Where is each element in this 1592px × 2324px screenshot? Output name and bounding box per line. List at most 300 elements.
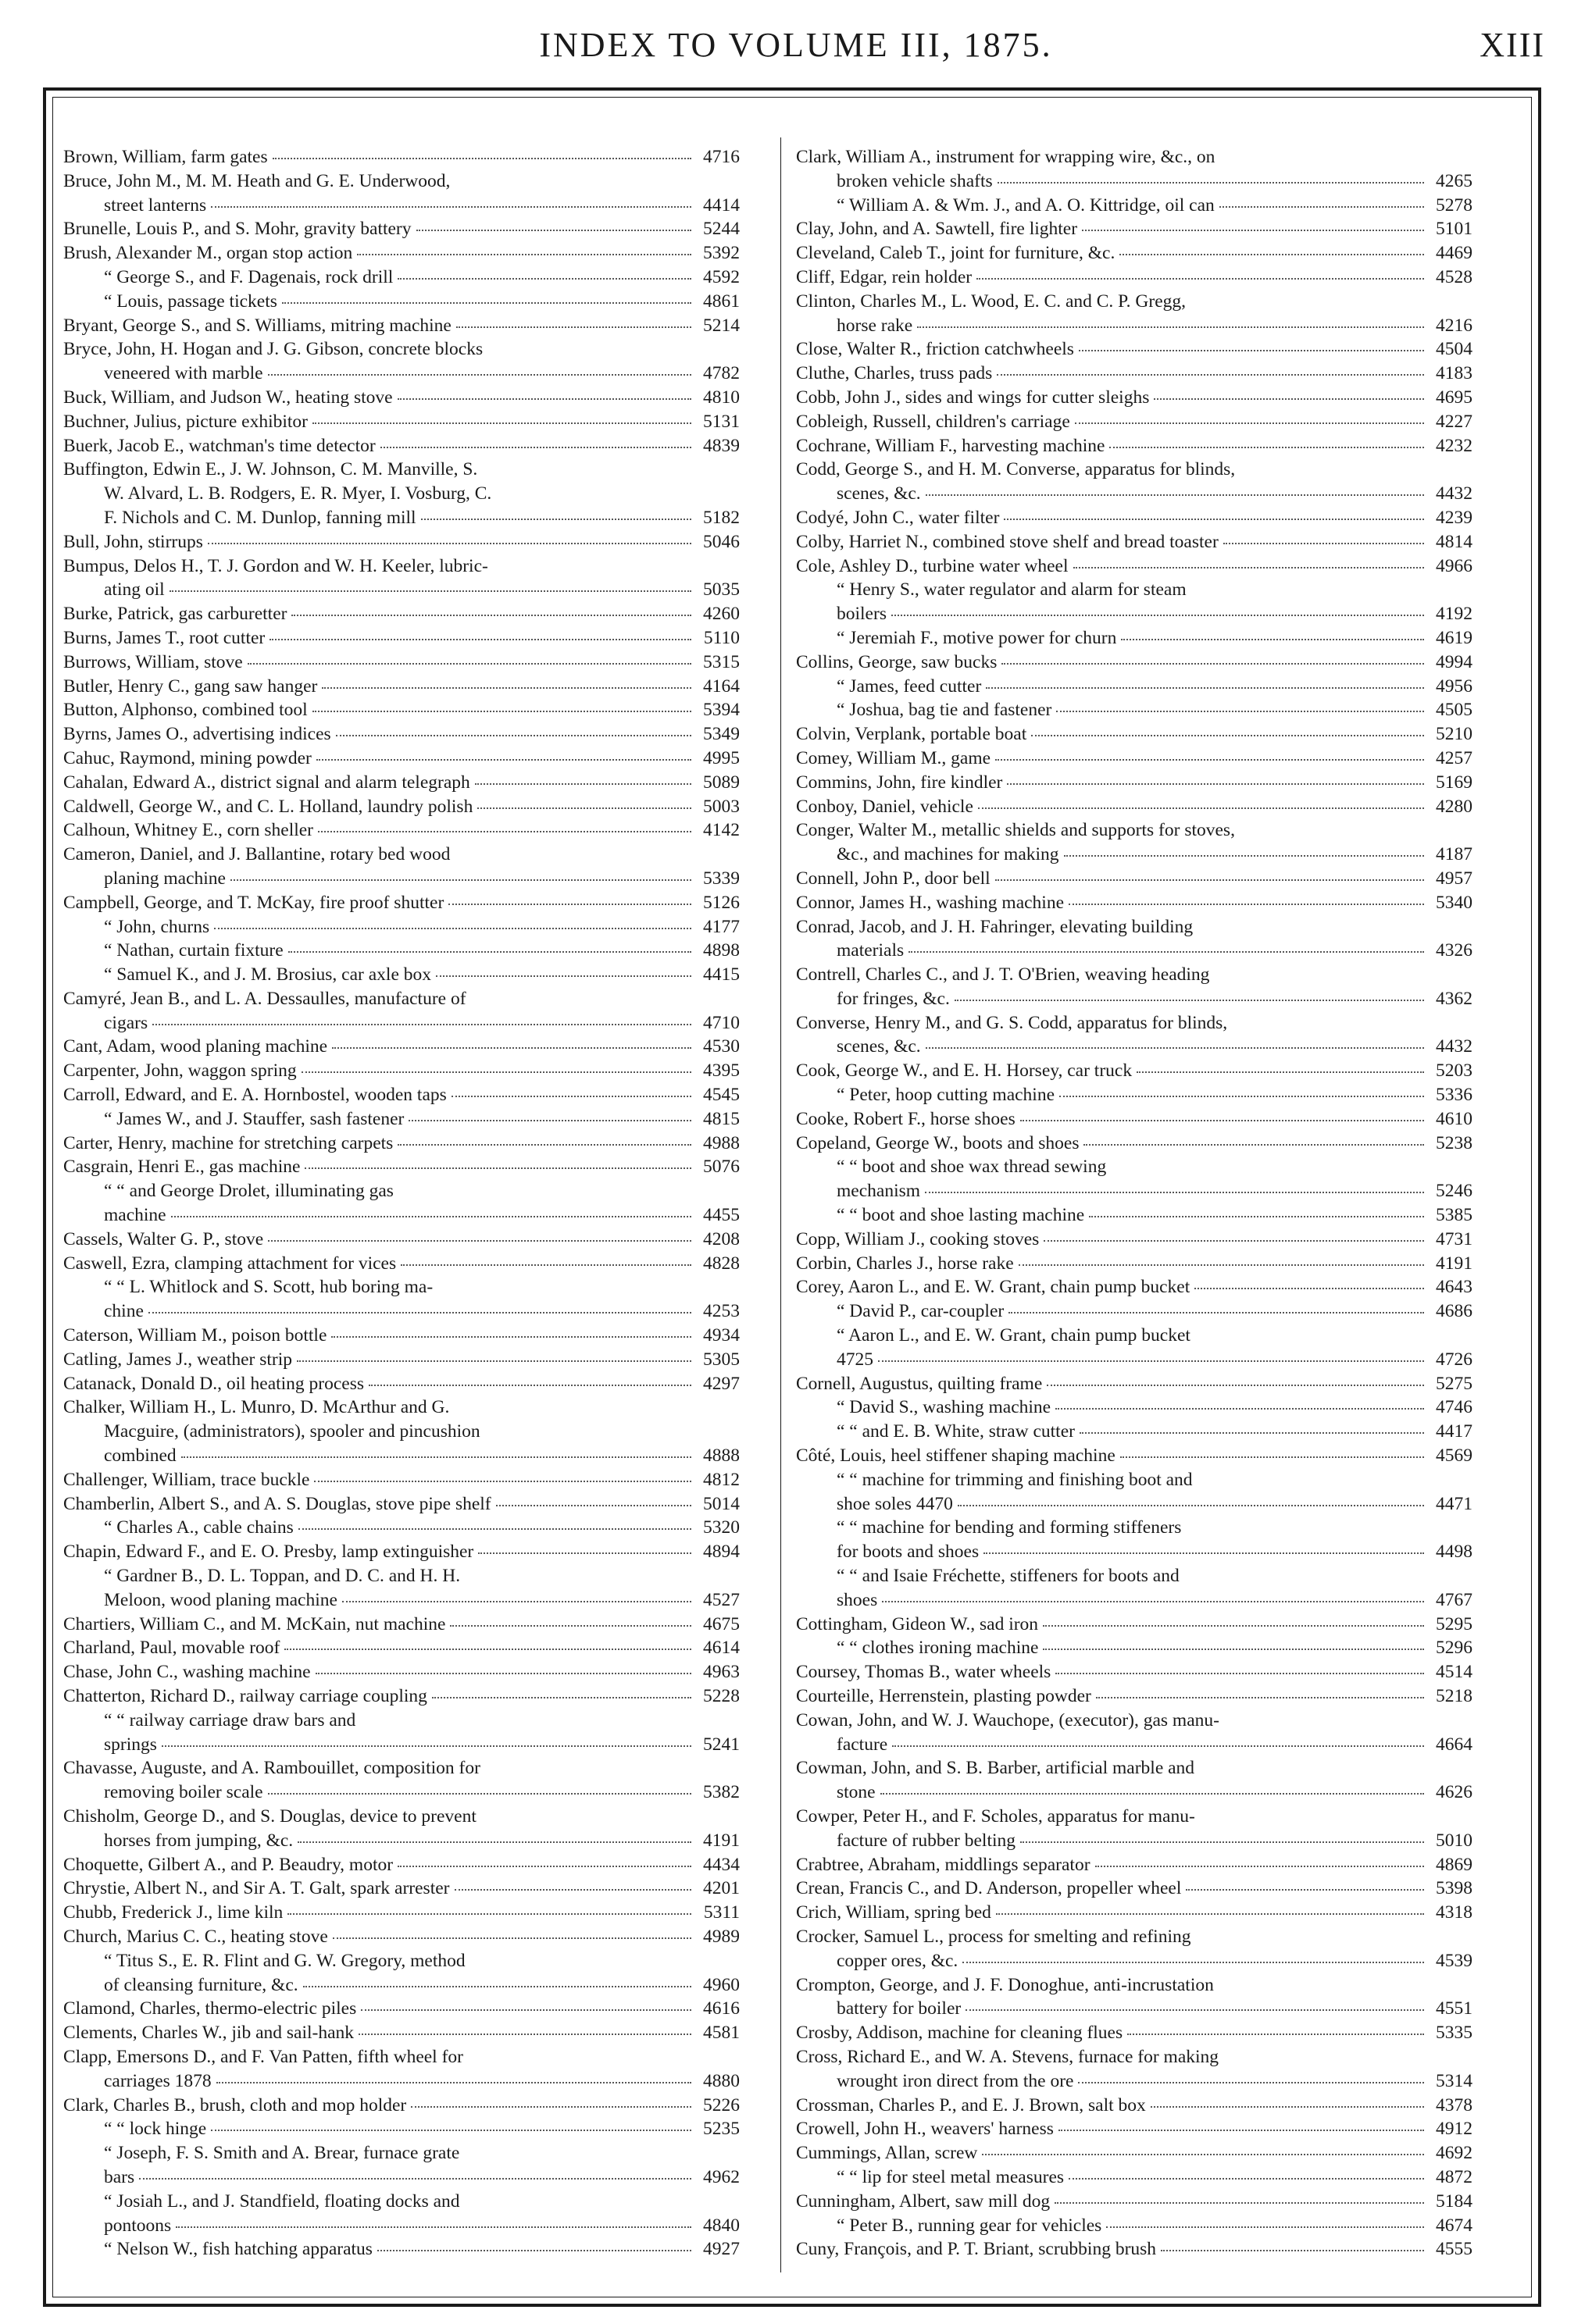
index-entry-text: chine [104,1301,144,1322]
index-entry [796,1203,1472,1228]
index-entry-text: Church, Marius C. C., heating stove [63,1926,328,1947]
dot-leader [208,540,691,544]
index-entry-line [796,698,1472,722]
index-entry-text: Camyré, Jean B., and L. A. Dessaulles, manufacture of [63,988,466,1009]
patent-number: 5003 [703,796,740,817]
index-entry [796,1252,1472,1276]
dot-leader [1106,2224,1424,2227]
dot-leader [1137,1070,1424,1073]
index-entry [63,434,740,458]
index-entry [796,1155,1472,1203]
index-entry-text: Conboy, Daniel, vehicle [796,796,973,817]
dot-leader [978,805,1424,808]
index-entry-line [796,1613,1472,1637]
index-entry-line [796,1228,1472,1252]
index-entry-text: Commins, John, fire kindler [796,772,1003,793]
index-entry-text: Cowan, John, and W. J. Wauchope, (executor), gas manu- [796,1709,1219,1731]
index-entry-text: “ “ machine for trimming and finishing boot and [837,1469,1193,1490]
patent-number: 4434 [703,1854,740,1875]
index-entry-text: “ “ lock hinge [104,2119,207,2140]
index-entry [796,1516,1472,1564]
index-entry-line [63,410,740,434]
patent-number: 4191 [703,1830,740,1851]
index-entry-text: Clinton, Charles M., L. Wood, E. C. and C. P. Gregg, [796,290,1186,312]
dot-leader [1154,397,1424,400]
patent-number: 4187 [1436,844,1472,865]
dot-leader [1069,901,1424,904]
index-entry [63,2141,740,2190]
patent-number: 5241 [703,1734,740,1755]
index-entry [796,266,1472,290]
index-entry-text: shoes [837,1589,878,1610]
index-entry [63,1252,740,1276]
dot-leader [214,925,691,929]
index-entry-text: pontoons [104,2215,172,2236]
dot-leader [211,2128,691,2131]
patent-number: 4812 [703,1469,740,1490]
index-entry-text: “ “ and Isaie Fréchette, stiffeners for boots and [837,1566,1180,1587]
index-entry-text: Cobb, John J., sides and wings for cutter sleighs [796,387,1150,408]
index-entry-line [796,1132,1472,1156]
index-entry-text: Challenger, William, trace buckle [63,1469,310,1490]
patent-number: 4362 [1436,988,1472,1009]
index-entry-text: Clark, William A., instrument for wrapping wire, &c., on [796,147,1215,167]
index-entry-line [63,2094,740,2118]
index-entry [796,530,1472,554]
index-entry-line [63,1468,740,1492]
index-entry-text: Bumpus, Delos H., T. J. Gordon and W. H. Keeler, lubric- [63,555,488,576]
patent-number: 5184 [1436,2190,1472,2212]
index-entry-text: Cassels, Walter G. P., stove [63,1228,264,1249]
patent-number: 4686 [1436,1301,1472,1322]
index-entry [63,1756,740,1805]
index-entry [796,2214,1472,2238]
patent-number: 4471 [1436,1493,1472,1514]
index-entry-line [63,290,740,314]
patent-number: 4643 [1436,1277,1472,1298]
patent-number: 5110 [703,627,740,648]
index-entry-line [63,145,740,169]
patent-number: 4239 [1436,507,1472,528]
dot-leader [298,1839,691,1842]
index-entry-line [796,337,1472,362]
index-entry-line [63,1107,740,1132]
index-entry-text: Close, Walter R., friction catchwheels [796,339,1074,360]
index-entry-text: Crean, Francis C., and D. Anderson, propeller wheel [796,1878,1182,1899]
index-entry-line [796,1444,1472,1468]
index-entry-line [796,987,1472,1011]
dot-leader [359,2032,691,2035]
dot-leader [1186,1887,1424,1891]
index-entry-text: Chase, John C., washing machine [63,1662,311,1683]
index-entry [63,675,740,699]
patent-number: 4201 [703,1878,740,1899]
dot-leader [230,878,691,881]
index-entry [796,506,1472,530]
patent-number: 4994 [1436,651,1472,672]
index-entry [63,1540,740,1564]
index-entry-text: Carroll, Edward, and E. A. Hornbostel, wooden taps [63,1085,447,1106]
index-entry-text: “ John, churns [104,916,210,937]
page-number: XIII [1480,26,1545,64]
index-entry [63,1853,740,1877]
index-entry-line [63,939,740,963]
index-entry [796,1107,1472,1132]
patent-number: 5336 [1436,1085,1472,1106]
patent-number: 5349 [703,724,740,745]
dot-leader [1019,1262,1424,1265]
patent-number: 4260 [703,604,740,625]
index-entry-line [796,2141,1472,2165]
index-entry [63,458,740,529]
index-entry [796,795,1472,819]
dot-leader [316,1671,691,1674]
index-entry [796,1468,1472,1517]
index-entry [796,1420,1472,1444]
patent-number: 5035 [703,579,740,601]
index-entry [796,217,1472,241]
index-entry-text: Casgrain, Henri E., gas machine [63,1157,301,1178]
index-entry [796,1564,1472,1613]
index-entry [63,987,740,1035]
index-entry [63,1925,740,1949]
patent-number: 4989 [703,1926,740,1947]
dot-leader [926,1046,1424,1049]
patent-number: 4726 [1436,1349,1472,1370]
dot-leader [1073,565,1425,568]
patent-number: 5214 [703,315,740,336]
dot-leader [139,2176,691,2180]
patent-number: 4455 [703,1205,740,1226]
index-entry-text: W. Alvard, L. B. Rodgers, E. R. Myer, I. Vosburg, C. [104,483,492,504]
patent-number: 4840 [703,2215,740,2236]
index-entry [796,2165,1472,2190]
patent-number: 5089 [703,772,740,793]
index-entry [63,241,740,266]
index-entry-text: Brown, William, farm gates [63,147,268,167]
index-entry-text: Buchner, Julius, picture exhibitor [63,411,308,432]
patent-number: 4191 [1436,1253,1472,1274]
dot-leader [1079,348,1424,351]
index-entry [63,747,740,771]
index-entry-line [63,1492,740,1517]
patent-number: 4528 [1436,266,1472,287]
index-entry-text: for boots and shoes [837,1542,980,1563]
dot-leader [1120,1455,1424,1458]
index-entry-line [63,795,740,819]
dot-leader [452,1094,691,1097]
index-entry-text: Cunningham, Albert, saw mill dog [796,2190,1051,2212]
dot-leader [1109,444,1424,447]
index-entry [796,698,1472,722]
index-entry-text: “ Samuel K., and J. M. Brosius, car axle box [104,964,432,986]
dot-leader [955,998,1424,1001]
index-entry-line [63,1901,740,1925]
index-entry-text: Caldwell, George W., and C. L. Holland, laundry polish [63,796,473,817]
index-entry-line [796,771,1472,795]
index-entry [796,194,1472,218]
index-entry [796,241,1472,266]
index-entry-text: Crossman, Charles P., and E. J. Brown, salt box [796,2094,1146,2115]
index-entry [63,554,740,603]
patent-number: 5182 [703,507,740,528]
index-entry [63,1107,740,1132]
dot-leader [456,324,691,327]
index-entry-text: cigars [104,1012,148,1033]
dot-leader [336,733,691,736]
index-entry-text: Colvin, Verplank, portable boat [796,724,1027,745]
index-entry-line [63,771,740,795]
index-entry [63,843,740,891]
index-entry-text: “ “ lip for steel metal measures [837,2166,1065,2187]
dot-leader [273,156,691,159]
index-entry [796,2045,1472,2094]
index-entry-line [796,1949,1472,1973]
index-entry-text: Caterson, William M., poison bottle [63,1325,327,1346]
index-entry-text: Brush, Alexander M., organ stop action [63,243,353,264]
dot-leader [455,1887,692,1891]
index-entry [63,651,740,675]
patent-number: 5210 [1436,724,1472,745]
dot-leader [1080,1431,1424,1434]
index-entry-line [63,1780,740,1805]
dot-leader [398,1142,691,1145]
index-entry-text: “ Aaron L., and E. W. Grant, chain pump bucket [837,1325,1190,1346]
index-entry-line [796,1275,1472,1299]
patent-number: 4569 [1436,1445,1472,1467]
index-entry [63,145,740,169]
index-entry [796,2021,1472,2045]
index-entry-text: Catling, James J., weather strip [63,1349,293,1370]
patent-number: 4995 [703,747,740,768]
index-entry-text: Crabtree, Abraham, middlings separator [796,1854,1090,1875]
patent-number: 4551 [1436,1998,1472,2019]
index-entry-text: Crich, William, spring bed [796,1902,991,1923]
dot-leader [268,1791,691,1795]
index-entry-line [63,2165,740,2190]
index-entry-text: Clapp, Emersons D., and F. Van Patten, fifth wheel for [63,2046,463,2067]
patent-number: 4469 [1436,243,1472,264]
dot-leader [958,1502,1424,1506]
index-entry-line [63,530,740,554]
patent-number: 5392 [703,243,740,264]
index-entry-text: “ Gardner B., D. L. Toppan, and D. C. and H. H. [104,1566,461,1587]
index-entry-line [796,2237,1472,2262]
index-entry [63,530,740,554]
index-entry-text: “ Joseph, F. S. Smith and A. Brear, furnace grate [104,2143,460,2164]
index-entry-text: Cross, Richard E., and W. A. Stevens, furnace for making [796,2046,1219,2067]
dot-leader [908,950,1424,953]
index-entry-line [63,1372,740,1396]
patent-number: 5394 [703,700,740,721]
dot-leader [1059,1094,1424,1097]
index-entry [796,1805,1472,1853]
index-entry-line [796,2117,1472,2141]
patent-number: 5126 [703,892,740,913]
index-entry-line [796,795,1472,819]
index-entry-line [63,1444,740,1468]
patent-number: 5320 [703,1517,740,1538]
index-entry [796,1756,1472,1805]
index-entry [796,337,1472,362]
patent-number: 4395 [703,1060,740,1082]
index-entry-line [63,1252,740,1276]
index-entry [796,771,1472,795]
index-entry-text: Calhoun, Whitney E., corn sheller [63,820,314,841]
dot-leader [926,493,1424,496]
index-entry [796,722,1472,747]
index-entry-line [796,386,1472,410]
index-entry-text: Brunelle, Louis P., and S. Mohr, gravity battery [63,219,412,240]
index-entry-text: “ Titus S., E. R. Flint and G. W. Gregory, method [104,1950,466,1971]
dot-leader [342,1599,691,1602]
index-entry-text: Catanack, Donald D., oil heating process [63,1373,365,1394]
index-entry-line [63,602,740,626]
index-entry [796,1636,1472,1660]
index-frame [43,87,1541,2307]
index-entry [63,915,740,939]
dot-leader [478,1551,691,1554]
index-entry-text: Codyé, John C., water filter [796,507,1000,528]
patent-number: 4326 [1436,940,1472,961]
patent-number: 4545 [703,1085,740,1106]
dot-leader [409,1118,691,1121]
index-entry-text: Buffington, Edwin E., J. W. Johnson, C. M. Manville, S. [63,459,478,480]
index-entry-line [796,1997,1472,2021]
index-entry-text: Cluthe, Charles, truss pads [796,363,993,384]
dot-leader [416,228,691,231]
index-entry-text: “ “ railway carriage draw bars and [104,1709,356,1731]
patent-number: 5340 [1436,892,1472,913]
index-entry-text: Côté, Louis, heel stiffener shaping machine [796,1445,1115,1467]
patent-number: 4746 [1436,1397,1472,1418]
index-entry-line [796,747,1472,771]
index-entry-line [796,1733,1472,1757]
patent-number: 4962 [703,2166,740,2187]
dot-leader [176,2224,691,2227]
dot-leader [432,1695,691,1698]
index-entry [63,1613,740,1637]
dot-leader [1007,781,1424,784]
patent-number: 4432 [1436,1036,1472,1057]
index-entry-text: mechanism [837,1181,921,1202]
index-entry-text: “ Nathan, curtain fixture [104,940,284,961]
patent-number: 4318 [1436,1902,1472,1923]
index-entry-line [63,963,740,987]
dot-leader [996,1912,1424,1915]
index-entry-line [796,1829,1472,1853]
index-entry-line [796,1588,1472,1613]
patent-number: 4988 [703,1132,740,1153]
dot-leader [966,2008,1424,2011]
index-entry [63,217,740,241]
index-entry [796,1973,1472,2022]
index-entry-text: Caswell, Ezra, clamping attachment for vices [63,1253,397,1274]
index-entry-text: Conrad, Jacob, and J. H. Fahringer, elevating building [796,916,1194,937]
index-entry-text: “ James W., and J. Stauffer, sash fastener [104,1108,405,1129]
index-entry-text: Codd, George S., and H. M. Converse, apparatus for blinds, [796,459,1236,480]
dot-leader [1194,1286,1424,1289]
dot-leader [1151,2104,1424,2107]
index-entry [63,1636,740,1660]
patent-number: 5101 [1436,219,1472,240]
patent-number: 5014 [703,1493,740,1514]
patent-number: 4505 [1436,700,1472,721]
index-entry [63,266,740,290]
index-entry [796,1299,1472,1324]
index-entry-text: Cameron, Daniel, and J. Ballantine, rotary bed wood [63,844,451,865]
index-entry [63,1877,740,1901]
dot-leader [1044,1239,1424,1242]
dot-leader [303,1984,691,1987]
index-entry-line [796,1684,1472,1709]
index-entry [63,1372,740,1396]
patent-number: 5246 [1436,1181,1472,1202]
patent-number: 4432 [1436,483,1472,504]
index-entry-line [796,1348,1472,1372]
index-entry-line [63,506,740,530]
index-entry-text: scenes, &c. [837,483,921,504]
index-entry-text: Comey, William M., game [796,747,991,768]
index-entry-line [796,1660,1472,1684]
index-entry-text: Button, Alphonso, combined tool [63,700,308,721]
index-entry-text: battery for boiler [837,1998,962,2019]
index-entry-line [796,1492,1472,1517]
index-entry-text: Cornell, Augustus, quilting frame [796,1373,1043,1394]
index-entry-line [796,410,1472,434]
index-entry-text: Buerk, Jacob E., watchman's time detector [63,435,376,456]
index-entry-line [63,1588,740,1613]
index-entry-text: Chavasse, Auguste, and A. Rambouillet, composition for [63,1758,480,1779]
patent-number: 4619 [1436,627,1472,648]
index-entry-text: Connor, James H., washing machine [796,892,1065,913]
patent-number: 4674 [1436,2215,1472,2236]
dot-leader [268,1239,691,1242]
patent-number: 5278 [1436,194,1472,216]
index-entry-line [63,722,740,747]
patent-number: 4810 [703,387,740,408]
index-entry-line [63,2214,740,2238]
index-entry-line [796,1420,1472,1444]
index-entry-text: Cliff, Edgar, rein holder [796,266,973,287]
index-entry-text: Cottingham, Gideon W., sad iron [796,1613,1039,1634]
index-entry-text: veneered with marble [104,363,263,384]
index-entry-line [63,1925,740,1949]
dot-leader [162,1743,691,1746]
patent-number: 4527 [703,1589,740,1610]
index-entry-line [796,1083,1472,1107]
dot-leader [1055,1671,1424,1674]
dot-leader [170,589,691,592]
index-entry-line [63,1132,740,1156]
patent-number: 4610 [1436,1108,1472,1129]
index-entry-text: for fringes, &c. [837,988,950,1009]
index-entry [63,1516,740,1540]
index-entry-line [63,1348,740,1372]
index-entry-text: Cummings, Allan, screw [796,2143,978,2164]
dot-leader [917,324,1424,327]
dot-leader [312,420,691,423]
index-entry-text: Cobleigh, Russell, children's carriage [796,411,1070,432]
index-entry [63,2045,740,2094]
dot-leader [1064,854,1424,857]
index-entry [63,963,740,987]
index-entry-text: Bull, John, stirrups [63,531,203,552]
index-entry-text: “ Josiah L., and J. Standfield, floating docks and [104,2190,460,2212]
index-entry [796,1853,1472,1877]
patent-number: 4177 [703,916,740,937]
index-column-right [796,145,1472,2262]
